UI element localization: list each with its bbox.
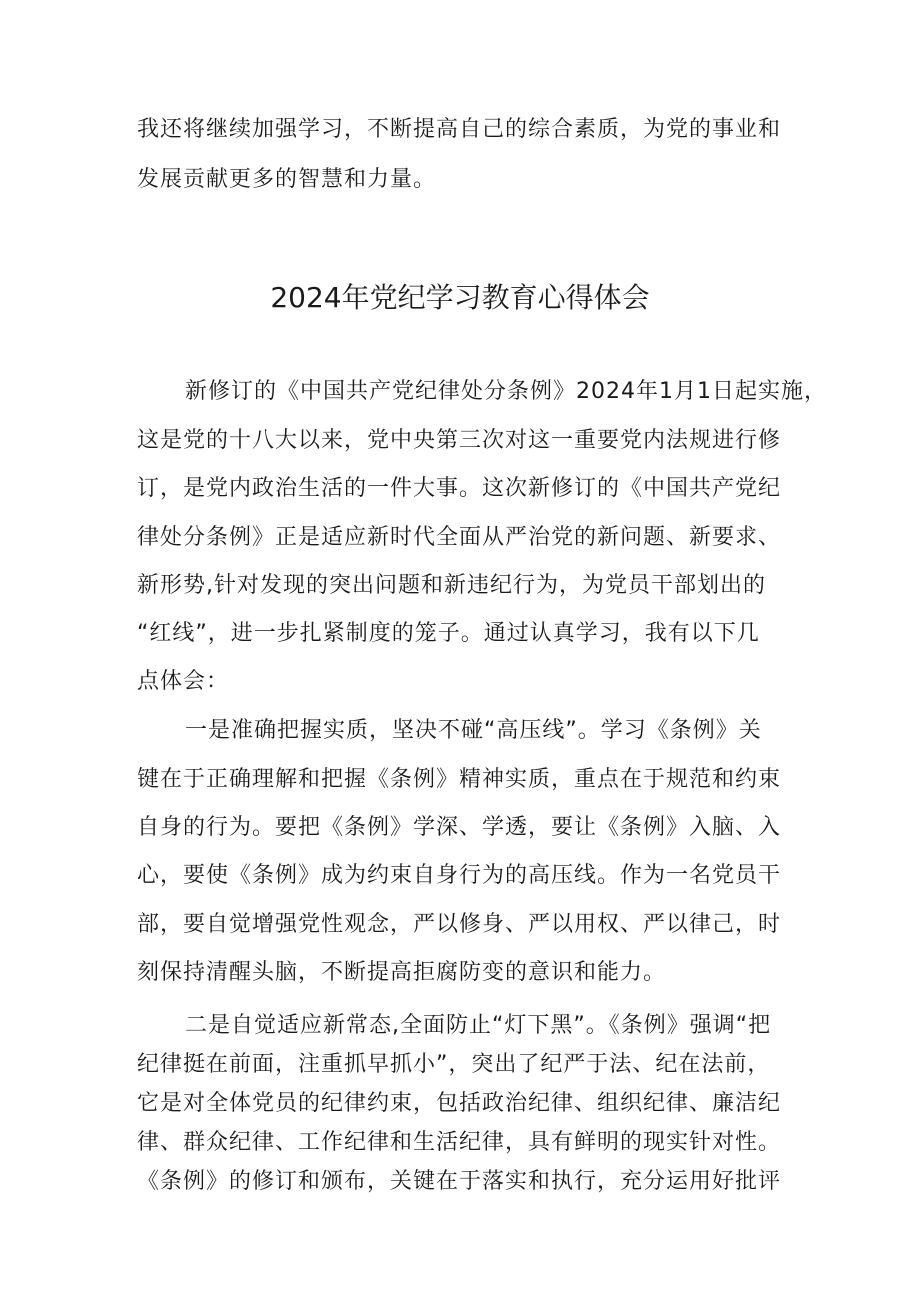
paragraph-3-line-1: 二是自觉适应新常态,全面防止“灯下黑”。《条例》强调“把 — [185, 1013, 772, 1038]
paragraph-2-line-3: 自身的行为。要把《条例》学深、学透，要让《条例》入脑、入 — [137, 815, 782, 840]
paragraph-1-line-2: 这是党的十八大以来，党中央第三次对这一重要党内法规进行修 — [137, 428, 782, 453]
paragraph-2-line-6: 刻保持清醒头脑，不断提高拒腐防变的意识和能力。 — [137, 960, 667, 985]
paragraph-2-line-1: 一是准确把握实质，坚决不碰“高压线”。学习《条例》关 — [185, 718, 762, 743]
paragraph-3-line-2: 纪律挺在前面，注重抓早抓小”，突出了纪严于法、纪在法前， — [137, 1052, 771, 1077]
paragraph-1-line-7: 点体会： — [137, 669, 230, 694]
paragraph-3-line-3: 它是对全体党员的纪律约束，包括政治纪律、组织纪律、廉洁纪 — [137, 1091, 782, 1116]
paragraph-2-line-5: 部，要自觉增强党性观念，严以修身、严以用权、严以律己，时 — [137, 912, 782, 937]
paragraph-3-line-4: 律、群众纪律、工作纪律和生活纪律，具有鲜明的现实针对性。 — [137, 1130, 782, 1155]
document-title: 2024年党纪学习教育心得体会 — [270, 281, 650, 314]
paragraph-1-line-5: 新形势,针对发现的突出问题和新违纪行为，为党员干部划出的 — [137, 573, 766, 598]
paragraph-1-line-4: 律处分条例》正是适应新时代全面从严治党的新问题、新要求、 — [137, 525, 782, 550]
paragraph-1-line-3: 订，是党内政治生活的一件大事。这次新修订的《中国共产党纪 — [137, 476, 782, 501]
intro-line-2: 发展贡献更多的智慧和力量。 — [137, 167, 437, 192]
intro-line-1: 我还将继续加强学习，不断提高自己的综合素质，为党的事业和 — [137, 117, 782, 142]
paragraph-2-line-2: 键在于正确理解和把握《条例》精神实质，重点在于规范和约束 — [137, 767, 782, 792]
paragraph-1-line-6: “红线”，进一步扎紧制度的笼子。通过认真学习，我有以下几 — [137, 621, 760, 646]
paragraph-1-line-1: 新修订的《中国共产党纪律处分条例》2024年1月1日起实施， — [185, 379, 827, 404]
paragraph-2-line-4: 心，要使《条例》成为约束自身行为的高压线。作为一名党员干 — [137, 863, 782, 888]
paragraph-3-line-5: 《条例》的修订和颁布，关键在于落实和执行，充分运用好批评 — [137, 1169, 782, 1194]
